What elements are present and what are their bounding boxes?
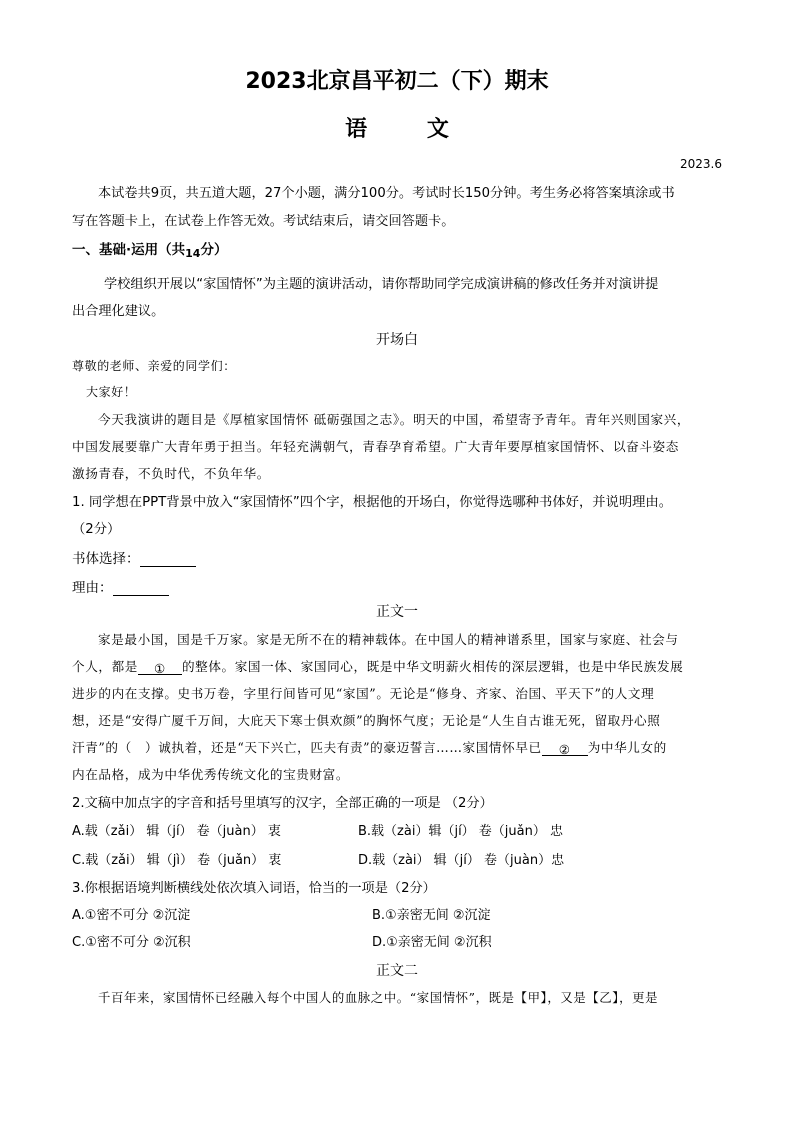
body1-line-2b: 的整体。家国一体、家国同心，既是中华文明薪火相传的深层逻辑，也是中华民族发展	[181, 659, 684, 674]
body1-line-6: 内在品格，成为中华优秀传统文化的宝贵财富。	[72, 767, 350, 782]
body1-line-2	[72, 656, 683, 675]
subject-title: 语 文	[345, 117, 475, 142]
body1-line-2a: 个人，都是	[72, 659, 138, 674]
q2-option-b[interactable]: B.载（zài）辑（jí） 卷（juǎn） 忠	[358, 824, 563, 839]
q3-stem: 3.你根据语境判断横线处依次填入词语，恰当的一项是（2分）	[72, 881, 436, 896]
section-heading-end: 分）	[200, 242, 228, 258]
task-line-2: 出合理化建议。	[72, 304, 165, 319]
q1-reason-blank[interactable]	[113, 581, 169, 596]
intro-line-2: 写在答题卡上，在试卷上作答无效。考试结束后，请交回答题卡。	[72, 214, 455, 229]
body1-line-1: 家是最小国，国是千万家。家是无所不在的精神载体。在中国人的精神谱系里，国家与家庭、社会与	[98, 632, 679, 647]
section-score: 14	[185, 247, 201, 260]
body1-line-3: 进步的内在支撑。史书万卷，字里行间皆可见“家国”。无论是“修身、齐家、治国、平天下”的人文理	[72, 686, 655, 701]
body2-title: 正文二	[376, 963, 418, 979]
q3-option-d[interactable]: D.①亲密无间 ②沉积	[372, 935, 492, 950]
q1-choice-blank[interactable]	[140, 552, 196, 567]
exam-title: 2023北京昌平初二（下）期末	[245, 69, 549, 94]
body1-title: 正文一	[376, 604, 418, 620]
body1-line-4: 想，还是“安得广厦千万间，大庇天下寒士俱欢颜”的胸怀气度；无论是“人生自古谁无死，留取丹心照	[72, 713, 661, 728]
q2-option-a[interactable]: A.载（zǎi） 辑（jí） 卷（juàn） 衷	[72, 824, 281, 839]
q3-option-a[interactable]: A.①密不可分 ②沉淀	[72, 908, 191, 923]
q2-option-d[interactable]: D.载（zài） 辑（jí） 卷（juàn）忠	[358, 853, 565, 868]
body1-line-5b: 为中华儿女的	[587, 740, 667, 755]
body1-line-5a: 汗青”的（ ）诚执着，还是“天下兴亡，匹夫有责”的豪迈誓言……家国情怀早已	[72, 740, 542, 755]
opening-hello: 大家好！	[86, 385, 137, 399]
q1-choice-label: 书体选择：	[72, 551, 140, 567]
body1-line-5	[72, 737, 667, 756]
q1-choice	[72, 547, 196, 567]
opening-line-3: 今天我演讲的题目是《厚植家国情怀 砥砺强国之志》。明天的中国，希望寄予青年。青年兴则国家兴，	[98, 412, 691, 427]
q3-option-c[interactable]: C.①密不可分 ②沉积	[72, 935, 191, 950]
opening-greeting: 尊敬的老师、亲爱的同学们：	[72, 359, 236, 373]
q1-reason-label: 理由：	[72, 580, 113, 596]
q1-reason	[72, 576, 169, 596]
opening-line-5: 激扬青春，不负时代，不负年华。	[72, 466, 270, 481]
q3-option-b[interactable]: B.①亲密无间 ②沉淀	[372, 908, 491, 923]
q1-stem-line-2: （2分）	[72, 522, 121, 537]
q2-option-c[interactable]: C.载（zǎi） 辑（jì） 卷（juǎn） 衷	[72, 853, 282, 868]
intro-line-1: 本试卷共9页，共五道大题，27个小题，满分100分。考试时长150分钟。考生务必将答案填涂或书	[98, 186, 675, 201]
q1-stem-line-1: 1. 同学想在PPT背景中放入“家国情怀”四个字，根据他的开场白，你觉得选哪种书体好，并说明理由。	[72, 495, 673, 510]
task-line-1: 学校组织开展以“家国情怀”为主题的演讲活动，请你帮助同学完成演讲稿的修改任务并对演讲提	[104, 277, 659, 292]
fill-blank-1[interactable]: ①	[138, 661, 182, 675]
fill-blank-2[interactable]: ②	[542, 742, 588, 756]
section-heading	[72, 238, 227, 260]
section-heading-text: 一、基础·运用（共	[72, 242, 186, 258]
exam-date: 2023.6	[680, 157, 722, 171]
q2-stem: 2.文稿中加点字的字音和括号里填写的汉字，全部正确的一项是 （2分）	[72, 796, 493, 811]
opening-title: 开场白	[376, 332, 418, 348]
opening-line-4: 中国发展要靠广大青年勇于担当。年轻充满朝气，青春孕育希望。广大青年要厚植家国情怀、以奋斗姿态	[72, 439, 679, 454]
body2-line-1: 千百年来，家国情怀已经融入每个中国人的血脉之中。“家国情怀”，既是【甲】，又是【乙】，更是	[98, 990, 659, 1005]
